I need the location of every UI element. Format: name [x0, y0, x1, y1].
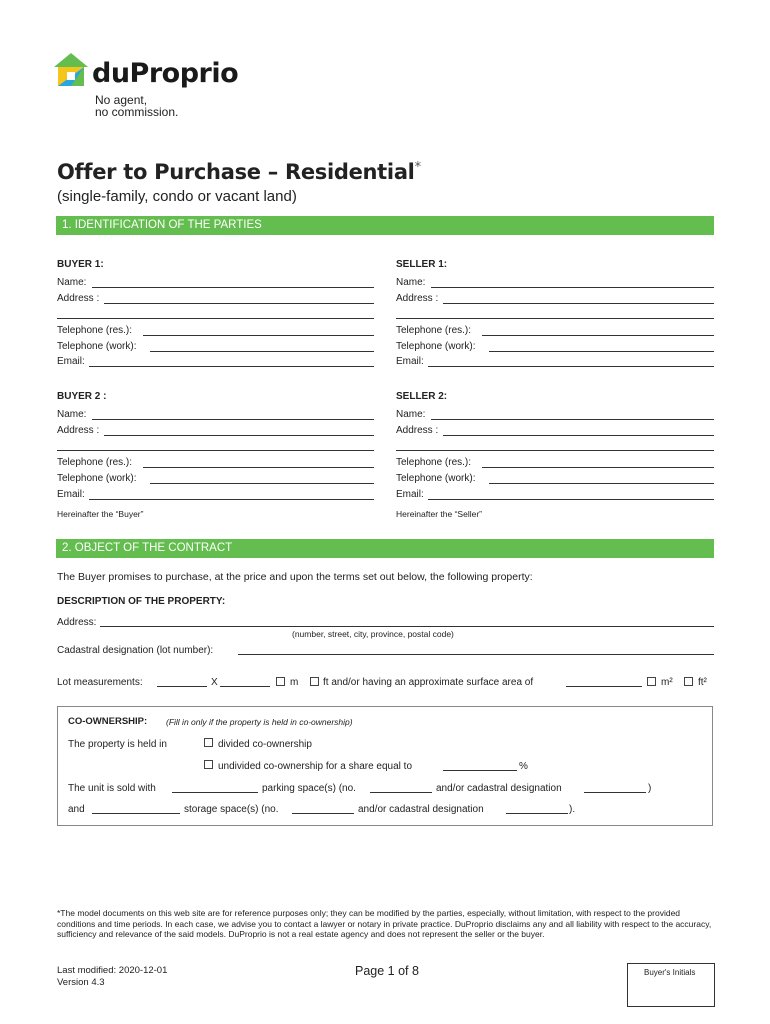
seller-2-tel-work-field[interactable] — [489, 483, 714, 484]
buyer-2-address-field-2[interactable] — [57, 450, 374, 451]
seller-1-tel-res-label: Telephone (res.): — [396, 325, 472, 336]
unit-m-checkbox[interactable] — [276, 677, 285, 686]
last-modified: Last modified: 2020-12-01 — [57, 965, 168, 976]
parking-label: parking space(s) (no. — [262, 783, 356, 794]
buyer-initials-label: Buyer's Initials — [644, 968, 696, 977]
storage-cadastral-label: and/or cadastral designation — [358, 804, 484, 815]
buyer-1-tel-work-label: Telephone (work): — [57, 341, 137, 352]
seller-2-name-field[interactable] — [431, 419, 714, 420]
hereinafter-buyer: Hereinafter the “Buyer” — [57, 509, 144, 519]
storage-label: storage space(s) (no. — [184, 804, 279, 815]
and-label: and — [68, 804, 85, 815]
seller-2-tel-work-label: Telephone (work): — [396, 473, 476, 484]
property-address-label: Address: — [57, 617, 97, 628]
buyer-2-email-label: Email: — [57, 489, 85, 500]
buyer-2-name-label: Name: — [57, 409, 87, 420]
cadastral-field[interactable] — [238, 654, 714, 655]
percent-label: % — [519, 761, 528, 772]
lot-measurements-label: Lot measurements: — [57, 677, 143, 688]
coownership-heading: CO-OWNERSHIP: — [68, 716, 148, 727]
buyer-1-label: BUYER 1: — [57, 259, 104, 270]
description-heading: DESCRIPTION OF THE PROPERTY: — [57, 596, 226, 607]
unit-sold-with-label: The unit is sold with — [68, 783, 156, 794]
page-title: Offer to Purchase – Residential* — [57, 160, 421, 184]
property-address-field[interactable] — [100, 626, 714, 627]
buyer-1-email-label: Email: — [57, 356, 85, 367]
parking-cadastral-label: and/or cadastral designation — [436, 783, 562, 794]
page-subtitle: (single-family, condo or vacant land) — [57, 188, 297, 205]
buyer-1-address-field-2[interactable] — [57, 318, 374, 319]
seller-1-address-field[interactable] — [443, 303, 714, 304]
seller-1-tel-res-field[interactable] — [482, 335, 714, 336]
storage-count-field[interactable] — [92, 813, 180, 814]
storage-close-paren: ). — [569, 804, 576, 815]
lot-x-label: X — [211, 677, 218, 688]
undivided-checkbox[interactable] — [204, 760, 213, 769]
seller-1-tel-work-label: Telephone (work): — [396, 341, 476, 352]
buyer-2-label: BUYER 2 : — [57, 391, 107, 402]
buyer-2-name-field[interactable] — [92, 419, 374, 420]
seller-2-address-field[interactable] — [443, 435, 714, 436]
buyer-1-tel-work-field[interactable] — [150, 351, 374, 352]
seller-2-label: SELLER 2: — [396, 391, 448, 402]
seller-2-address-field-2[interactable] — [396, 450, 714, 451]
divided-label: divided co-ownership — [218, 739, 312, 750]
lot-depth-field[interactable] — [220, 686, 270, 687]
seller-1-email-label: Email: — [396, 356, 424, 367]
undivided-label: undivided co-ownership for a share equal to — [218, 761, 413, 772]
buyer-2-email-field[interactable] — [89, 499, 374, 500]
seller-2-email-field[interactable] — [428, 499, 714, 500]
unit-m2-checkbox[interactable] — [647, 677, 656, 686]
divided-checkbox[interactable] — [204, 738, 213, 747]
coownership-note: (Fill in only if the property is held in co-ownership) — [166, 717, 353, 727]
unit-m-label: m — [290, 677, 299, 688]
buyer-1-address-field[interactable] — [104, 303, 374, 304]
seller-2-name-label: Name: — [396, 409, 426, 420]
seller-1-name-field[interactable] — [431, 287, 714, 288]
seller-2-tel-res-field[interactable] — [482, 467, 714, 468]
footer-version-info — [57, 965, 167, 988]
tagline: No agent, no commission. — [95, 93, 179, 119]
seller-1-name-label: Name: — [396, 277, 426, 288]
version: Version 4.3 — [57, 976, 105, 988]
buyer-2-tel-work-label: Telephone (work): — [57, 473, 137, 484]
page-number: Page 1 of 8 — [355, 964, 419, 978]
unit-ft-checkbox[interactable] — [310, 677, 319, 686]
seller-1-email-field[interactable] — [428, 366, 714, 367]
seller-1-address-label: Address : — [396, 293, 439, 304]
buyer-1-email-field[interactable] — [89, 366, 374, 367]
seller-2-address-label: Address : — [396, 425, 439, 436]
buyer-1-name-label: Name: — [57, 277, 87, 288]
buyer-1-tel-res-field[interactable] — [143, 335, 374, 336]
contract-intro: The Buyer promises to purchase, at the price and upon the terms set out below, the following property: — [57, 571, 533, 583]
buyer-2-tel-res-field[interactable] — [143, 467, 374, 468]
share-percent-field[interactable] — [443, 770, 517, 771]
parking-number-field[interactable] — [370, 792, 432, 793]
buyer-2-address-field[interactable] — [104, 435, 374, 436]
lot-width-field[interactable] — [157, 686, 207, 687]
storage-cadastral-field[interactable] — [506, 813, 568, 814]
section-2-heading: 2. OBJECT OF THE CONTRACT — [56, 539, 714, 558]
held-in-label: The property is held in — [68, 739, 167, 750]
brand-name: duProprio — [92, 58, 239, 89]
surface-area-field[interactable] — [566, 686, 642, 687]
buyer-2-tel-work-field[interactable] — [150, 483, 374, 484]
unit-ft2-label: ft² — [698, 677, 707, 688]
storage-number-field[interactable] — [292, 813, 354, 814]
duproprio-logo-icon — [53, 52, 89, 88]
buyer-2-address-label: Address : — [57, 425, 100, 436]
buyer-1-name-field[interactable] — [92, 287, 374, 288]
disclaimer-footnote: *The model documents on this web site are for reference purposes only; they can be modified by the parties, especially, without limitation, with respect to the provided conditions and time periods. In each case, we advise you to contact a lawyer or notary in private practice. DuProprio disclaims any and all liability with respect to the accuracy, sufficiency and relevance of the said models. DuProprio is not a real estate agency and does not represent the seller or the buyer. — [57, 908, 712, 939]
buyer-2-tel-res-label: Telephone (res.): — [57, 457, 133, 468]
buyer-1-tel-res-label: Telephone (res.): — [57, 325, 133, 336]
seller-1-address-field-2[interactable] — [396, 318, 714, 319]
seller-1-tel-work-field[interactable] — [489, 351, 714, 352]
hereinafter-seller: Hereinafter the “Seller” — [396, 509, 482, 519]
seller-1-label: SELLER 1: — [396, 259, 448, 270]
unit-m2-label: m² — [661, 677, 673, 688]
section-1-heading: 1. IDENTIFICATION OF THE PARTIES — [56, 216, 714, 235]
unit-ft2-checkbox[interactable] — [684, 677, 693, 686]
seller-2-email-label: Email: — [396, 489, 424, 500]
unit-ft-label: ft and/or having an approximate surface area of — [323, 677, 534, 688]
property-address-hint: (number, street, city, province, postal code) — [292, 629, 454, 639]
buyer-1-address-label: Address : — [57, 293, 100, 304]
parking-close-paren: ) — [648, 783, 652, 794]
seller-2-tel-res-label: Telephone (res.): — [396, 457, 472, 468]
cadastral-label: Cadastral designation (lot number): — [57, 645, 214, 656]
parking-count-field[interactable] — [172, 792, 258, 793]
parking-cadastral-field[interactable] — [584, 792, 646, 793]
